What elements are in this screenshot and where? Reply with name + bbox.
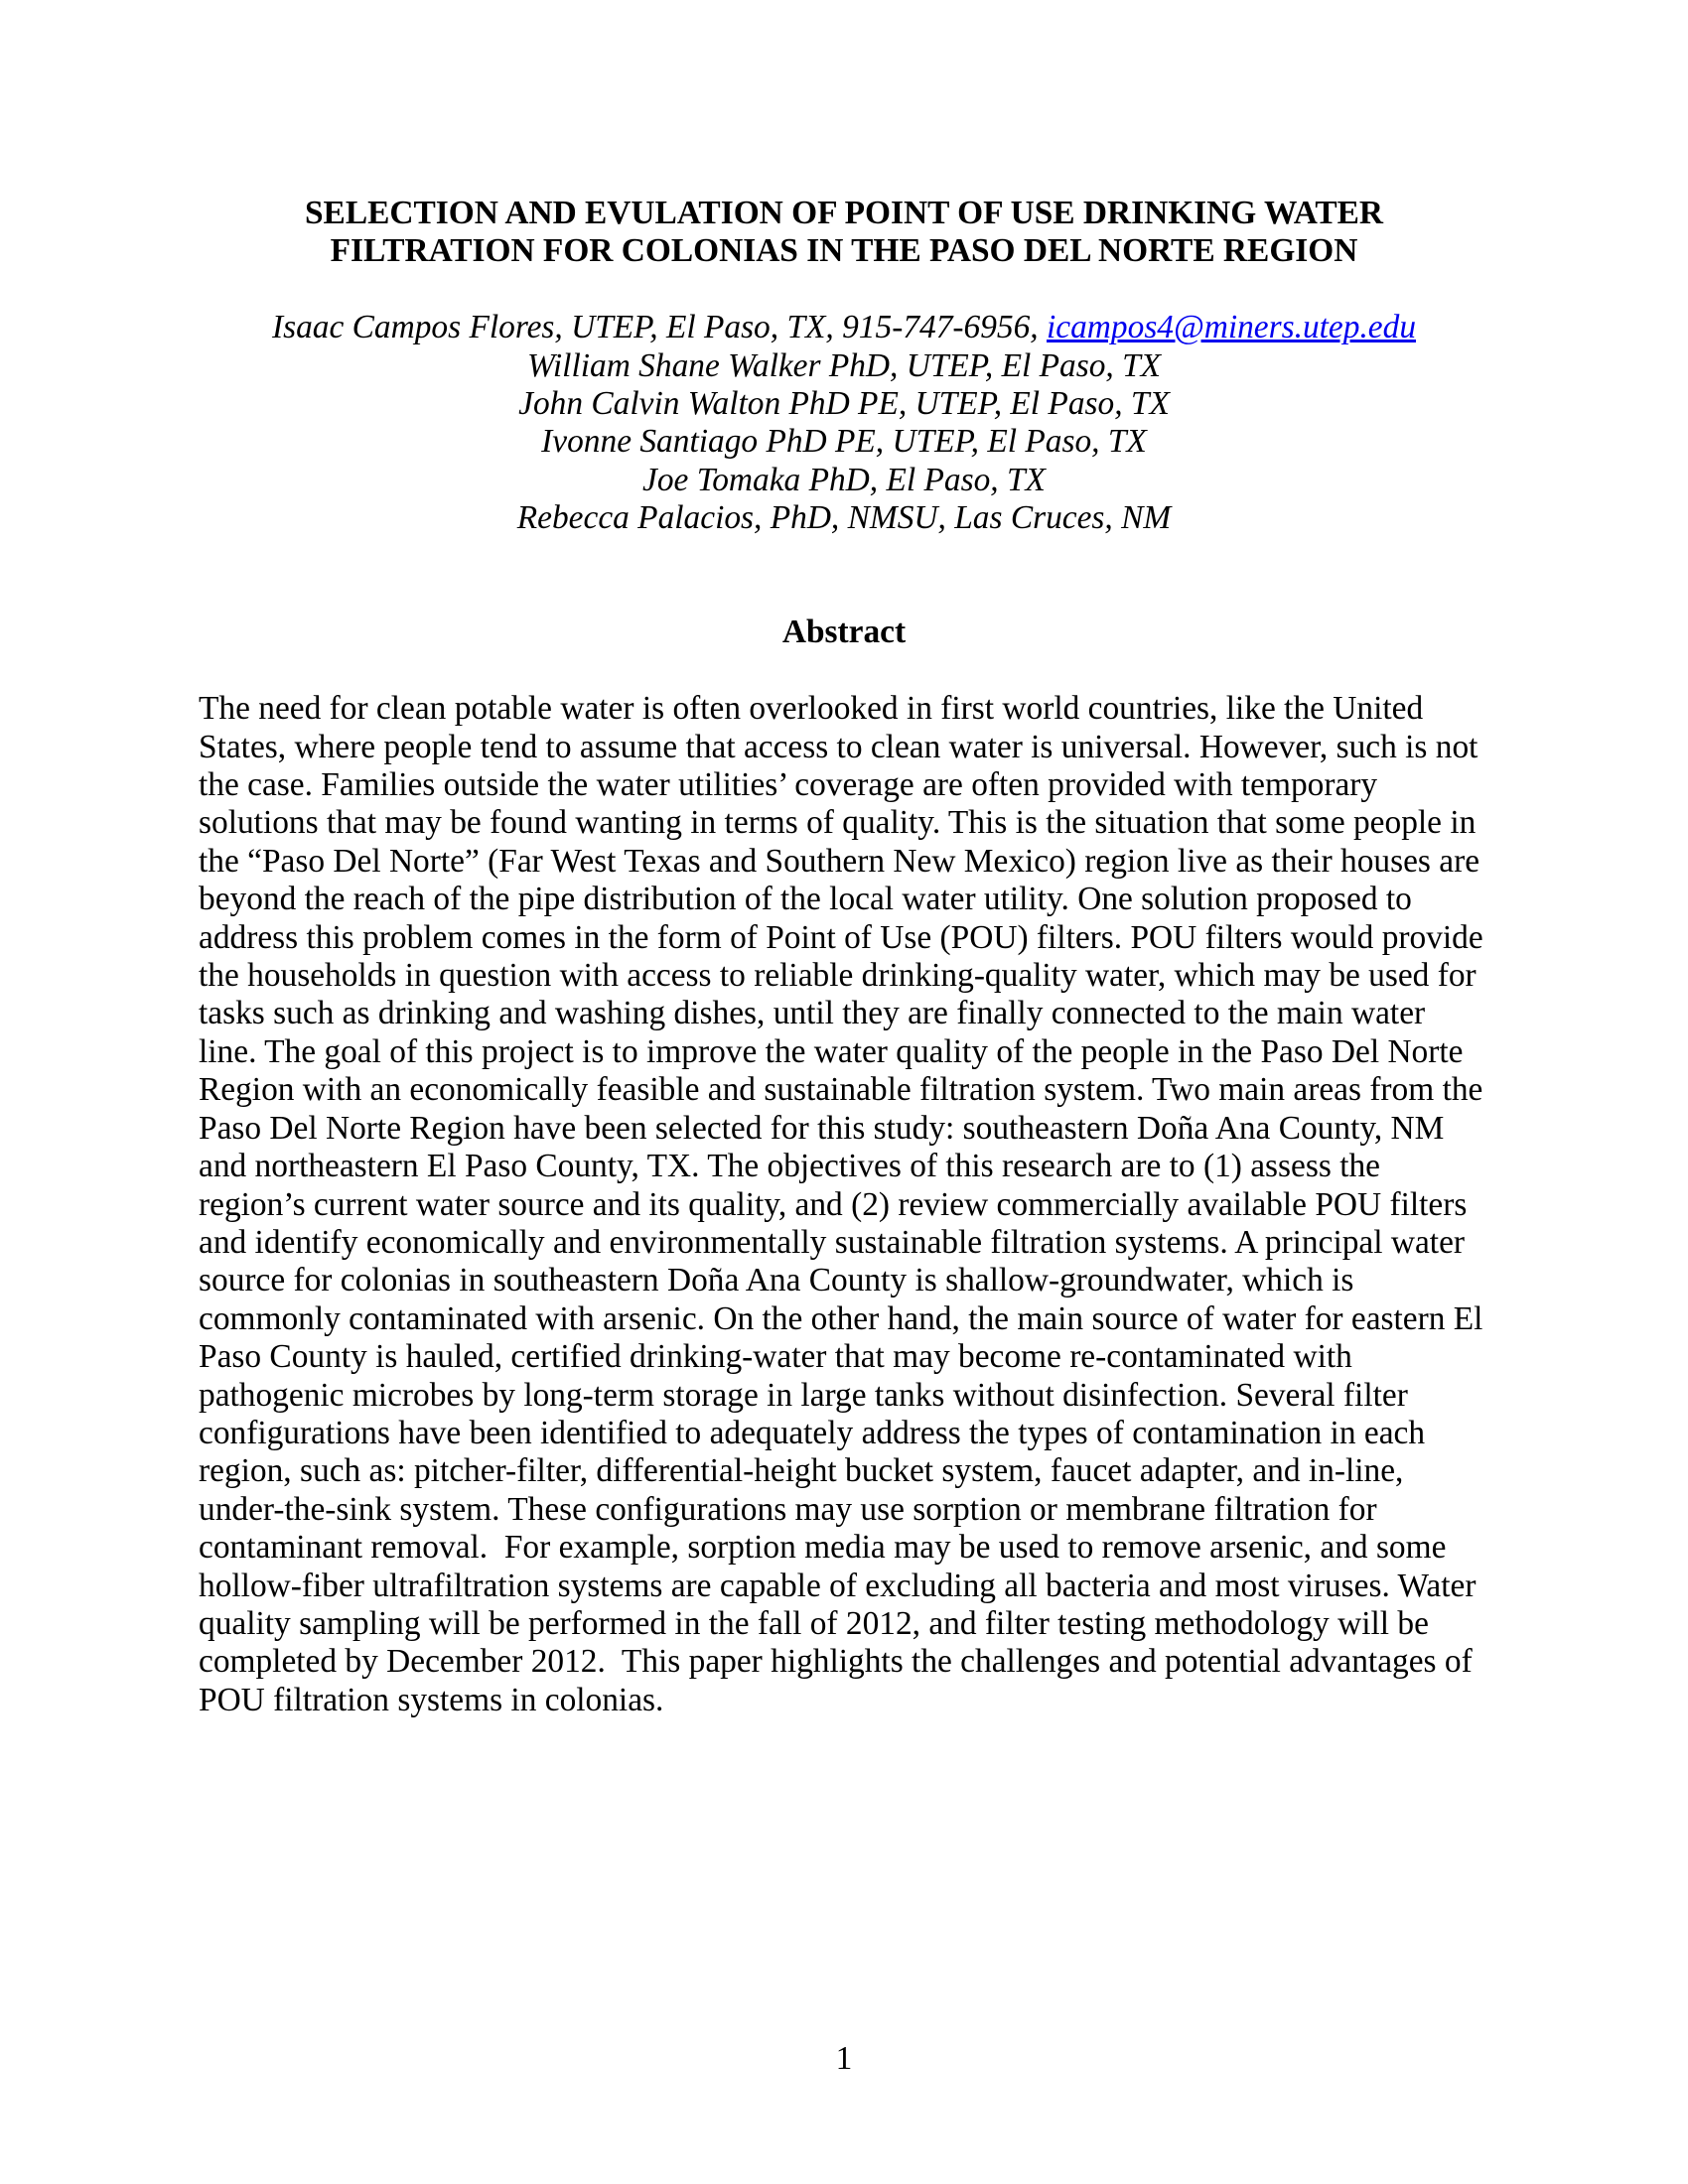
- author-line-isaac-campos: [199, 309, 1489, 346]
- author-line-john-walton: John Calvin Walton PhD PE, UTEP, El Paso, TX: [518, 385, 1170, 423]
- author-line-rebecca-palacios: Rebecca Palacios, PhD, NMSU, Las Cruces, NM: [516, 499, 1172, 537]
- abstract-body: The need for clean potable water is often overlooked in first world countries, like the United States, where people tend to assume that access to clean water is universal. However, such is not the case. Families outside the water utilities’ coverage are often provided with temporary solutions that may be found wanting in terms of quality. This is the situation that some people in the “Paso Del Norte” (Far West Texas and Southern New Mexico) region live as their houses are beyond the reach of the pipe distribution of the local water utility. One solution proposed to address this problem comes in the form of Point of Use (POU) filters. POU filters would provide the households in question with access to reliable drinking-quality water, which may be used for tasks such as drinking and washing dishes, until they are finally connected to the main water line. The goal of this project is to improve the water quality of the people in the Paso Del Norte Region with an economically feasible and sustainable filtration system. Two main areas from the Paso Del Norte Region have been selected for this study: southeastern Doña Ana County, NM and northeastern El Paso County, TX. The objectives of this research are to (1) assess the region’s current water source and its quality, and (2) review commercially available POU filters and identify economically and environmentally sustainable filtration systems. A principal water source for colonias in southeastern Doña Ana County is shallow-groundwater, which is commonly contaminated with arsenic. On the other hand, the main source of water for eastern El Paso County is hauled, certified drinking-water that may become re-contaminated with pathogenic microbes by long-term storage in large tanks without disinfection. Several filter configurations have been identified to adequately address the types of contamination in each region, such as: pitcher-filter, differential-height bucket system, faucet adapter, and in-line, under-the-sink system. These configurations may use sorption or membrane filtration for contaminant removal. For example, sorption media may be used to remove arsenic, and some hollow-fiber ultrafiltration systems are capable of excluding all bacteria and most viruses. Water quality sampling will be performed in the fall of 2012, and filter testing methodology will be completed by December 2012. This paper highlights the challenges and potential advantages of POU filtration systems in colonias.: [199, 690, 1492, 1718]
- abstract-heading: Abstract: [781, 614, 907, 651]
- author-line-william-walker: William Shane Walker PhD, UTEP, El Paso, TX: [526, 346, 1162, 384]
- paper-title-line2: FILTRATION FOR COLONIAS IN THE PASO DEL NORTE REGION: [330, 232, 1358, 270]
- author-block: [199, 309, 1489, 537]
- author-email-link[interactable]: icampos4@miners.utep.edu: [1047, 309, 1417, 346]
- paper-title: [199, 195, 1489, 271]
- page-number: 1: [835, 2040, 853, 2077]
- author-line-isaac-campos-text: Isaac Campos Flores, UTEP, El Paso, TX, 915-747-6956,: [271, 309, 1048, 346]
- paper-title-line1: SELECTION AND EVULATION OF POINT OF USE DRINKING WATER: [304, 195, 1383, 231]
- author-line-joe-tomaka: Joe Tomaka PhD, El Paso, TX: [642, 461, 1046, 498]
- author-line-ivonne-santiago: Ivonne Santiago PhD PE, UTEP, El Paso, TX: [541, 423, 1147, 461]
